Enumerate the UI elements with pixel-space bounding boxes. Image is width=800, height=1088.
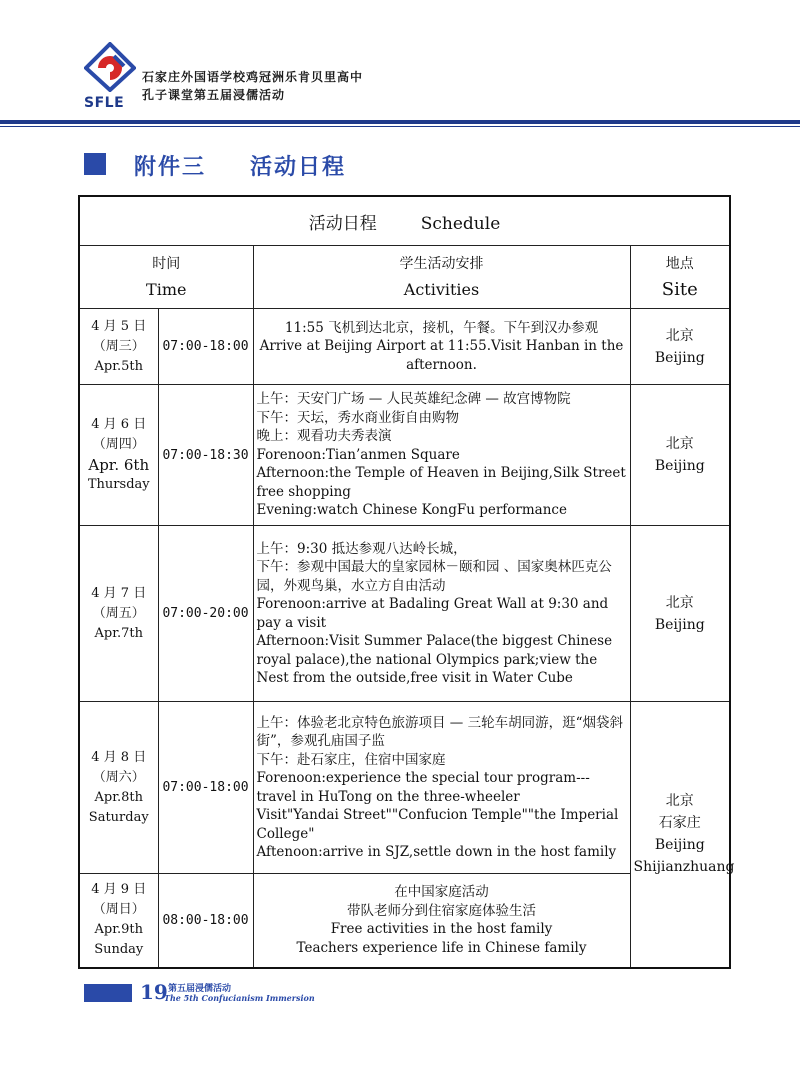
date-en: Apr.9th	[94, 922, 143, 938]
site-cn: 北京	[665, 436, 694, 452]
activity-line: 上午：天安门广场 — 人民英雄纪念碑 — 故宫博物院	[256, 391, 571, 408]
site-cn: 北京	[665, 793, 694, 810]
activity-line: 11:55 飞机到达北京，接机，午餐。下午到汉办参观	[284, 319, 599, 336]
site-en: Shijianzhuang	[633, 859, 735, 876]
header-rule-thin	[0, 126, 800, 127]
page-number: 19	[140, 980, 168, 1004]
activity-line: Visit"Yandai Street""Confucion Temple""the Imperial College"	[256, 807, 619, 842]
page-header	[0, 0, 800, 130]
header-activities	[253, 246, 630, 309]
table-row	[79, 526, 730, 702]
site-en: Beijing	[654, 458, 705, 474]
site-cell	[630, 309, 730, 385]
schedule-table	[78, 195, 735, 969]
header-site	[630, 246, 730, 309]
weekday-cn: （周六）	[92, 769, 145, 785]
site-cell	[630, 702, 735, 968]
table-title	[79, 196, 730, 246]
date-cn: 4 月 5 日	[91, 318, 147, 334]
section-title	[134, 150, 346, 181]
time-cell: 07:00-18:30	[158, 385, 253, 526]
date-en: Apr.7th	[94, 625, 143, 641]
activity-line: 带队老师分到住宿家庭体验生活	[347, 902, 536, 919]
header-site-en: Site	[661, 279, 698, 300]
date-en: Apr.5th	[94, 358, 143, 374]
section-square-icon	[84, 153, 106, 175]
activity-line: 上午：体验老北京特色旅游项目 — 三轮车胡同游，逛“烟袋斜街”，参观孔庙国子监	[256, 714, 623, 749]
site-en: Beijing	[654, 837, 705, 854]
footer-text-en: The 5th Confucianism Immersion	[164, 993, 315, 1003]
weekday-cn: （周日）	[92, 902, 145, 918]
date-cell	[79, 874, 158, 968]
activity-line: Forenoon:Tian’anmen Square	[256, 446, 460, 463]
activity-line: 下午：天坛，秀水商业街自由购物	[256, 409, 459, 426]
activity-line: 上午：9:30 抵达参观八达岭长城，	[256, 540, 467, 557]
site-cn: 北京	[665, 594, 694, 611]
footer-text-cn: 第五届浸儒活动	[168, 984, 232, 994]
day-en: Sunday	[94, 942, 144, 958]
site-cn: 北京	[665, 327, 694, 344]
activity-line: Free activities in the host family	[330, 921, 553, 938]
header-activities-cn: 学生活动安排	[399, 256, 484, 272]
activity-cell	[253, 874, 630, 968]
table-title-en: Schedule	[420, 213, 501, 234]
day-en: Saturday	[88, 809, 149, 825]
day-en: Thursday	[87, 477, 150, 492]
section-name: 活动日程	[250, 155, 347, 180]
activity-line: Forenoon:experience the special tour program---travel in HuTong on the three-wheeler	[256, 770, 590, 805]
date-cn: 4 月 7 日	[91, 585, 147, 601]
header-time-en: Time	[146, 280, 187, 299]
table-row	[79, 309, 730, 385]
section-label: 附件三	[134, 155, 207, 180]
activity-cell	[253, 526, 630, 702]
activity-line: 在中国家庭活动	[394, 884, 489, 901]
weekday-cn: （周五）	[92, 605, 145, 621]
date-cell	[79, 702, 158, 874]
sfle-logo-icon	[84, 42, 136, 92]
activity-line: Teachers experience life in Chinese family	[296, 939, 587, 956]
activity-line: Forenoon:arrive at Badaling Great Wall at 9:30 and pay a visit	[256, 596, 609, 631]
time-cell: 07:00-18:00	[158, 702, 253, 874]
event-name-line: 孔子课堂第五届浸儒活动	[142, 88, 286, 102]
date-cn: 4 月 8 日	[91, 749, 147, 765]
site-cn: 石家庄	[658, 815, 701, 832]
activity-line: Arrive at Beijing Airport at 11:55.Visit Hanban in the afternoon.	[259, 338, 624, 373]
time-cell: 08:00-18:00	[158, 874, 253, 968]
logo-text: SFLE	[84, 95, 125, 111]
header-activities-en: Activities	[403, 280, 480, 299]
header-time	[79, 246, 253, 309]
table-row	[79, 702, 730, 874]
date-cell	[79, 385, 158, 526]
activity-line: Evening:watch Chinese KongFu performance	[256, 502, 567, 519]
site-en: Beijing	[654, 349, 705, 366]
date-cn: 4 月 6 日	[91, 417, 147, 432]
activity-line: Aftenoon:arrive in SJZ,settle down in the host family	[256, 844, 617, 860]
site-cell	[630, 385, 730, 526]
site-en: Beijing	[654, 616, 705, 633]
activity-line: Afternoon:Visit Summer Palace(the biggest Chinese royal palace),the national Olympics park;view the Nest from the outside,free visit in Water Cube	[256, 633, 613, 686]
time-cell: 07:00-20:00	[158, 526, 253, 702]
header-site-cn: 地点	[665, 256, 694, 272]
footer-bar	[84, 984, 132, 1002]
header-rule	[0, 120, 800, 124]
site-cell	[630, 526, 730, 702]
date-cn: 4 月 9 日	[91, 882, 147, 898]
date-cell	[79, 309, 158, 385]
activity-cell	[253, 309, 630, 385]
date-cell	[79, 526, 158, 702]
activity-cell	[253, 385, 630, 526]
weekday-cn: （周三）	[92, 338, 145, 354]
activity-cell	[253, 702, 630, 874]
date-en: Apr.8th	[94, 789, 143, 805]
activity-line: Afternoon:the Temple of Heaven in Beijing,Silk Street free shopping	[256, 465, 626, 500]
date-en: Apr. 6th	[88, 456, 150, 474]
activity-line: 晚上：观看功夫秀表演	[256, 428, 392, 445]
weekday-cn: （周四）	[92, 437, 145, 452]
table-title-cn: 活动日程	[308, 213, 377, 234]
school-name-line: 石家庄外国语学校鸡冠洲乐肯贝里高中	[142, 70, 364, 84]
header-time-cn: 时间	[152, 256, 181, 272]
table-row	[79, 385, 730, 526]
activity-line: 下午：参观中国最大的皇家园林－颐和园 、国家奥林匹克公园，外观鸟巢，水立方自由活动	[256, 559, 612, 594]
activity-line: 下午：赴石家庄，住宿中国家庭	[256, 751, 446, 768]
time-cell: 07:00-18:00	[158, 309, 253, 385]
